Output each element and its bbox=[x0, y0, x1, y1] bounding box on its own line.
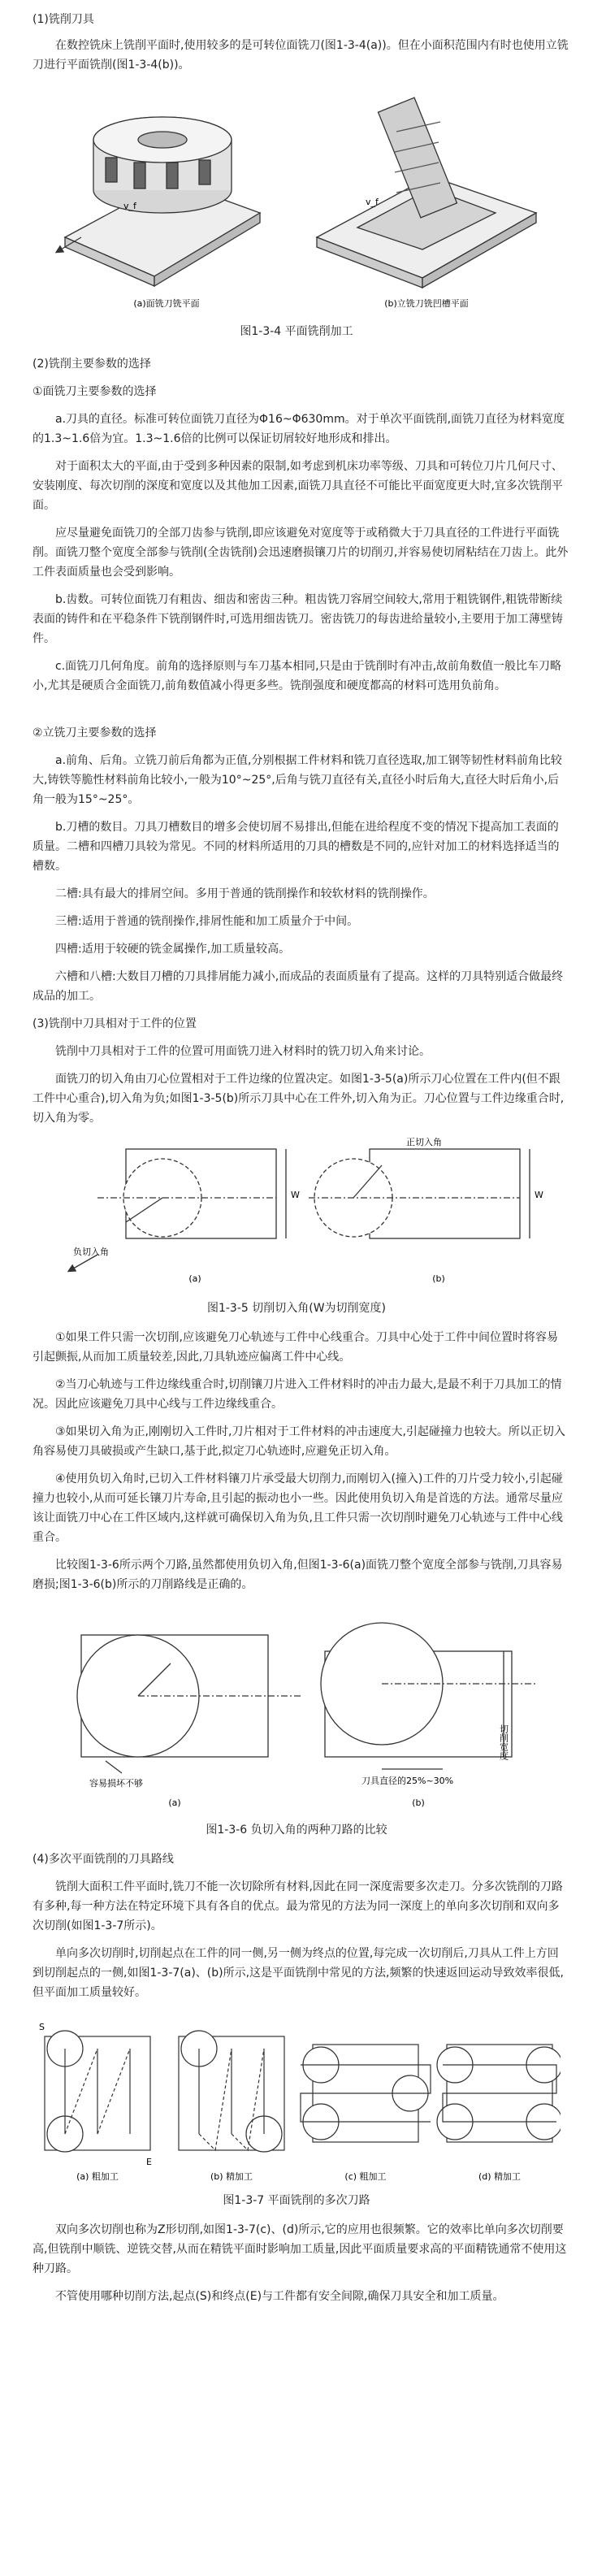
fig5-subcaption-a: (a) bbox=[188, 1273, 201, 1284]
paragraph-compare: 比较图1-3-6所示两个刀路,虽然都使用负切入角,但图1-3-6(a)面铣刀整个宽度全部参与铣削,刀具容易磨损;图1-3-6(b)所示的刀削路线是正确的。 bbox=[32, 1559, 563, 1591]
fig6-caption: 图1-3-6 负切入角的两种刀路的比较 bbox=[206, 1824, 387, 1837]
paragraph-four-flute: 四槽:适用于较硬的铣金属操作,加工质量较高。 bbox=[55, 943, 291, 956]
end-mill-illustration bbox=[317, 98, 536, 288]
intro-paragraph: 在数控铣床上铣削平面时,使用较多的是可转位面铣刀(图1-3-4(a))。但在小面积范围内有时也使用立铣刀进行平面铣削(图1-3-4(b))。 bbox=[32, 39, 569, 72]
fig6-wear-label: 容易损坏不够 bbox=[89, 1778, 143, 1789]
figure-1-3-7 bbox=[32, 2012, 561, 2184]
fig7-end-label: E bbox=[146, 2157, 152, 2167]
fig5-caption: 图1-3-5 切削切入角(W为切削宽度) bbox=[206, 1302, 387, 1315]
fig7-subcaption-d: (d) 精加工 bbox=[478, 2171, 522, 2182]
section-heading-2b: ②立铣刀主要参数的选择 bbox=[32, 726, 157, 739]
paragraph-full-width: 应尽量避免面铣刀的全部刀齿参与铣削,即应该避免对宽度等于或稍微大于刀具直径的工件进行平面铣削。面铣刀整个宽度全部参与铣削(全齿铣削)会迅速磨损镶刀片的切削刃,并容易使切屑粘结在刀齿上。此外工件表面质量也会受到影响。 bbox=[32, 527, 569, 579]
fig6-width-label: 切削宽度 bbox=[498, 1724, 509, 1760]
fig7-caption: 图1-3-7 平面铣削的多次刀路 bbox=[223, 2194, 370, 2207]
fig5-subcaption-b: (b) bbox=[432, 1273, 445, 1284]
paragraph-diameter: a.刀具的直径。标准可转位面铣刀直径为Φ16~Φ630mm。对于单次平面铣削,面铣刀直径为材料宽度的1.3~1.6倍为宜。1.3~1.6倍的比例可以保证切屑较好地形成和排出。 bbox=[32, 413, 565, 445]
fig5-width-label-a: W bbox=[291, 1190, 300, 1200]
section-heading-4: (4)多次平面铣削的刀具路线 bbox=[32, 1853, 174, 1866]
paragraph-multipass: 铣削大面积工件平面时,铣刀不能一次切除所有材料,因此在同一深度需要多次走刀。分多次铣削的刀路有多种,每一种方法在特定环境下具有各自的优点。最为常见的方法为同一深度上的单向多次切削和双向多次切削(如图1-3-7所示)。 bbox=[32, 1880, 563, 1932]
paragraph-rule-1: ①如果工件只需一次切削,应该避免刀心轨迹与工件中心线重合。刀具中心处于工件中间位置时将容易引起颤振,从而加工质量较差,因此,刀具轨迹应偏离工件中心线。 bbox=[32, 1331, 558, 1364]
toolpath-comparison-a bbox=[77, 1635, 301, 1773]
fig6-subcaption-a: (a) bbox=[168, 1798, 181, 1808]
paragraph-safety: 不管使用哪种切削方法,起点(S)和终点(E)与工件都有安全间隙,确保刀具安全和加工质量。 bbox=[55, 2290, 504, 2303]
paragraph-angle: c.面铣刀几何角度。前角的选择原则与车刀基本相同,只是由于铣削时有冲击,故前角数值一般比车刀略小,尤其是硬质合金面铣刀,前角数值减小得更多些。铣削强度和硬度都高的材料可选用负前角。 bbox=[32, 660, 562, 692]
paragraph-teeth: b.齿数。可转位面铣刀有粗齿、细齿和密齿三种。粗齿铣刀容屑空间较大,常用于粗铣钢件,粗铣带断续表面的铸件和在平稳条件下铣削钢件时,可选用细齿铣刀。密齿铣刀的每齿进给量较小,主要用于加工薄壁铸件。 bbox=[32, 593, 563, 645]
paragraph-six-flute: 六槽和八槽:大数目刀槽的刀具排屑能力减小,而成品的表面质量有了提高。这样的刀具特别适合做最终成品的加工。 bbox=[32, 970, 564, 1003]
feed-label-a: v_f bbox=[123, 201, 136, 211]
toolpath-b bbox=[179, 2031, 284, 2152]
figure-1-3-6 bbox=[49, 1602, 544, 1811]
figure-1-3-5 bbox=[49, 1133, 544, 1289]
face-mill-illustration bbox=[57, 117, 260, 286]
paragraph-two-flute: 二槽:具有最大的排屑空间。多用于普通的铣削操作和较软材料的铣削操作。 bbox=[55, 887, 435, 900]
paragraph-entry-angle: 面铣刀的切入角由刀心位置相对于工件边缘的位置决定。如图1-3-5(a)所示刀心位置在工件内(但不跟工件中心重合),切入角为负;如图1-3-5(b)所示刀具中心在工件外,切入角为正。刀心位置与工件边缘重合时,切入角为零。 bbox=[32, 1073, 565, 1125]
toolpath-a bbox=[45, 2031, 150, 2152]
fig7-start-label: S bbox=[39, 2022, 45, 2032]
toolpath-d bbox=[437, 2045, 561, 2142]
paragraph-flutes: b.刀槽的数目。刀具刀槽数目的增多会使切屑不易排出,但能在进给程度不变的情况下提高加工表面的质量。二槽和四槽刀具较为常见。不同的材料所适用的刀具的槽数是不同的,应针对加工的材料选择适当的槽数。 bbox=[32, 821, 560, 873]
feed-label-b: v_f bbox=[366, 197, 379, 207]
paragraph-zigzag: 双向多次切削也称为Z形切削,如图1-3-7(c)、(d)所示,它的应用也很频繁。它的效率比单向多次切削要高,但铣削中顺铣、逆铣交替,从而在精铣平面时影响加工质量,因此平面质量要求高的平面精铣通常不使用这种刀路。 bbox=[32, 2223, 567, 2275]
section-heading-1: (1)铣削刀具 bbox=[32, 13, 94, 26]
paragraph-rule-4: ④使用负切入角时,已切入工件材料镶刀片承受最大切削力,而刚切入(撞入)工件的刀片受力较小,引起碰撞力也较小,从而可延长镶刀片寿命,且引起的振动也小一些。因此使用负切入角是首选的方法。通常尽量应该让面铣刀中心在工件区域内,这样就可确保切入角为负,且工件只需一次切削时避免刀心轨迹与工件中心线重合。 bbox=[32, 1472, 563, 1544]
paragraph-large-area: 对于面积太大的平面,由于受到多种因素的限制,如考虑到机床功率等级、刀具和可转位刀片几何尺寸、安装刚度、每次切削的深度和宽度以及其他加工因素,面铣刀具直径不可能比平面宽度更大时,宜多次铣削平面。 bbox=[32, 460, 563, 512]
paragraph-position: 铣削中刀具相对于工件的位置可用面铣刀进入材料时的铣刀切入角来讨论。 bbox=[55, 1045, 431, 1058]
fig5-negative-label: 负切入角 bbox=[73, 1247, 109, 1257]
fig4-subcaption-a: (a)面铣刀铣平面 bbox=[133, 298, 200, 309]
paragraph-rule-2: ②当刀心轨迹与工件边缘线重合时,切削镶刀片进入工件材料时的冲击力最大,是最不利于刀具加工的情况。因此应该避免刀具中心线与工件边缘线重合。 bbox=[32, 1378, 562, 1411]
fig4-caption: 图1-3-4 平面铣削加工 bbox=[240, 325, 353, 338]
fig7-subcaption-b: (b) 精加工 bbox=[210, 2171, 253, 2182]
fig6-subcaption-b: (b) bbox=[412, 1798, 425, 1808]
paragraph-one-way: 单向多次切削时,切削起点在工件的同一侧,另一侧为终点的位置,每完成一次切削后,刀具从工件上方回到切削起点的一侧,如图1-3-7(a)、(b)所示,这是平面铣削中常见的方法,频繁的快速返回运动导致效率很低,但平面加工质量较好。 bbox=[32, 1947, 564, 1999]
section-heading-2a: ①面铣刀主要参数的选择 bbox=[32, 385, 157, 398]
fig5-positive-label: 正切入角 bbox=[406, 1137, 442, 1147]
paragraph-three-flute: 三槽:适用于普通的铣削操作,排屑性能和加工质量介于中间。 bbox=[55, 915, 359, 928]
toolpath-c bbox=[301, 2045, 431, 2142]
fig6-percent-label: 刀具直径的25%~30% bbox=[361, 1776, 454, 1786]
figure-1-3-4 bbox=[49, 83, 544, 312]
section-heading-3: (3)铣削中刀具相对于工件的位置 bbox=[32, 1017, 197, 1030]
paragraph-rule-3: ③如果切入角为正,刚刚切入工件时,刀片相对于工件材料的冲击速度大,引起碰撞力也较大。所以正切入角容易使刀具破损或产生缺口,基于此,拟定刀心轨迹时,应避免正切入角。 bbox=[32, 1425, 565, 1458]
fig4-subcaption-b: (b)立铣刀铣凹槽平面 bbox=[384, 298, 469, 309]
fig7-subcaption-c: (c) 粗加工 bbox=[344, 2171, 387, 2182]
paragraph-rake: a.前角、后角。立铣刀前后角都为正值,分别根据工件材料和铣刀直径选取,加工钢等韧性材料前角比较大,铸铁等脆性材料前角比较小,一般为10°~25°,后角与铣刀直径有关,直径小时后角大,直径大时后角小,后角一般为15°~25°。 bbox=[32, 754, 562, 806]
fig5-width-label-b: W bbox=[535, 1190, 543, 1200]
fig7-subcaption-a: (a) 粗加工 bbox=[76, 2171, 119, 2182]
section-heading-2: (2)铣削主要参数的选择 bbox=[32, 358, 151, 371]
entry-angle-diagram-b bbox=[309, 1149, 530, 1238]
